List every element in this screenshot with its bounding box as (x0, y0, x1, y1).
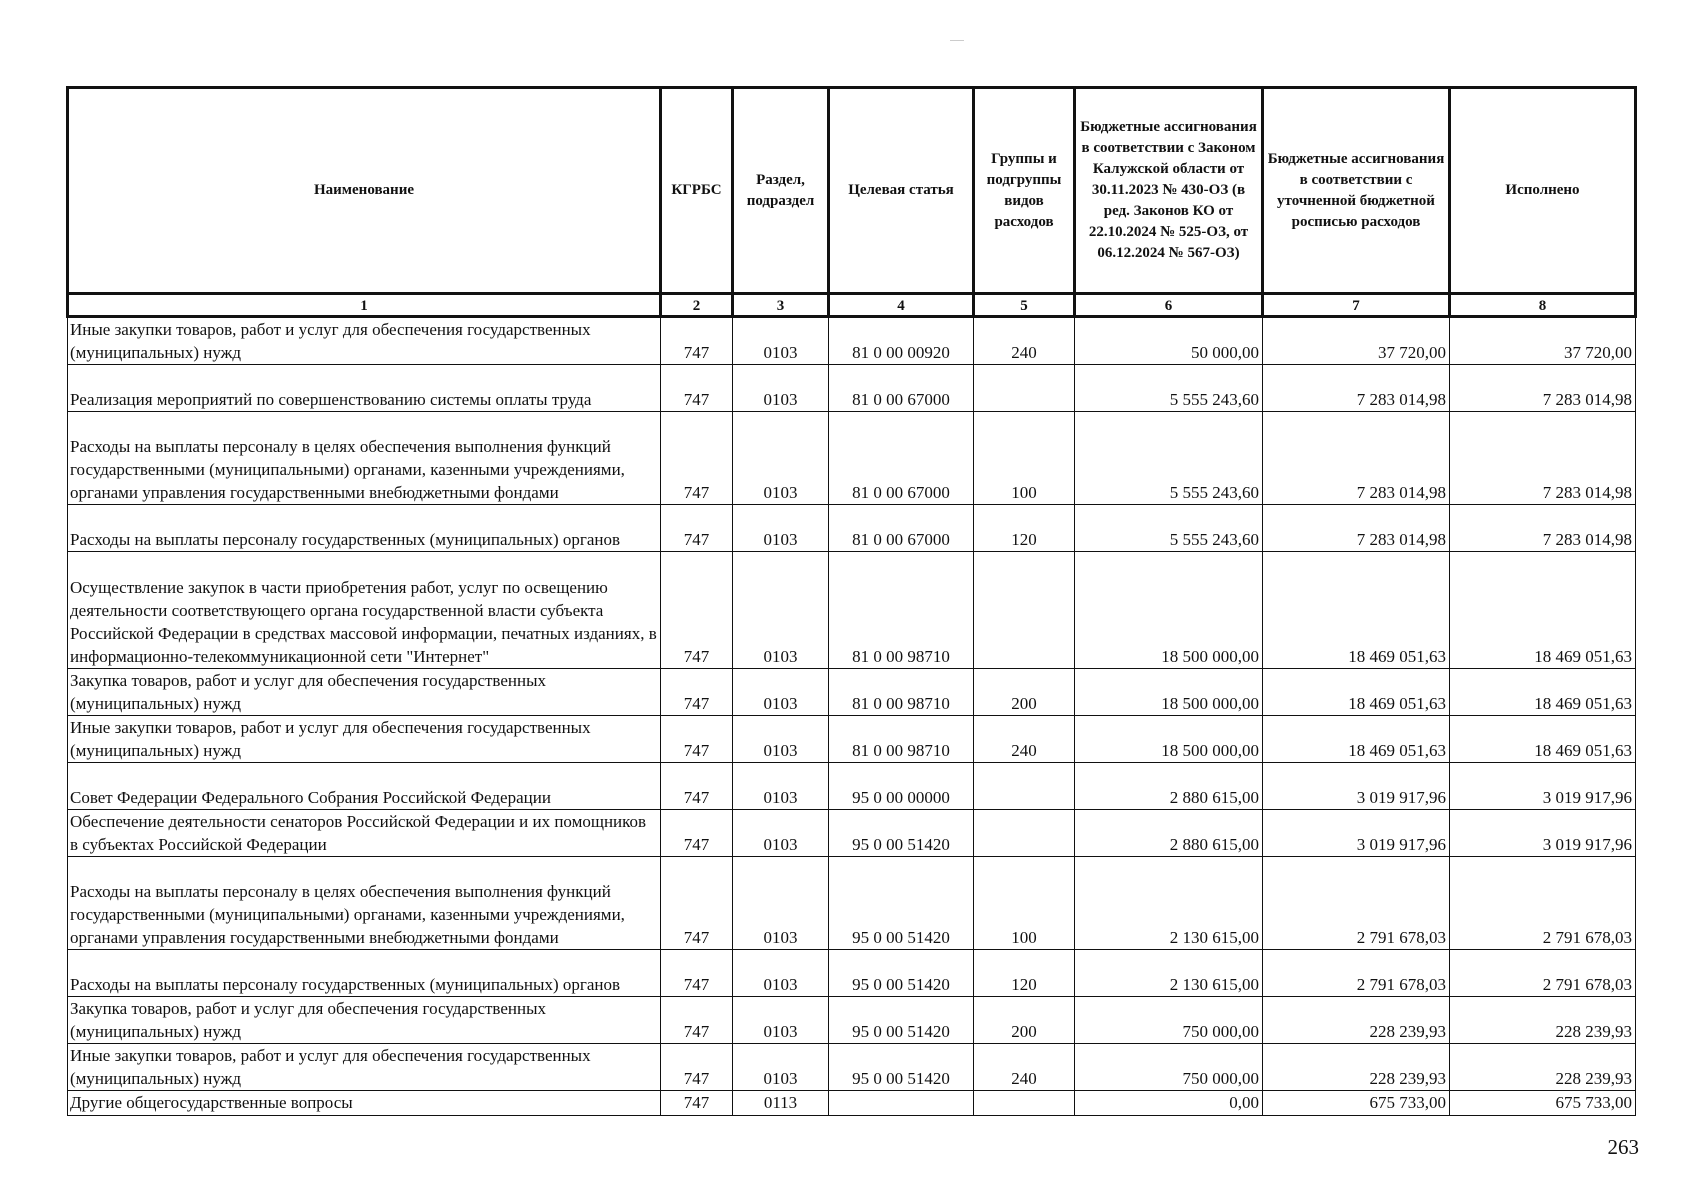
row-kgrbs: 747 (661, 716, 733, 763)
row-approved: 18 500 000,00 (1075, 552, 1263, 669)
row-section: 0103 (733, 505, 829, 552)
row-group (974, 810, 1075, 857)
row-name: Иные закупки товаров, работ и услуг для обеспечения государственных (муниципальных) нужд (68, 1044, 661, 1091)
row-target: 95 0 00 51420 (829, 810, 974, 857)
row-refined: 2 791 678,03 (1263, 950, 1450, 997)
table-row (68, 552, 1636, 669)
row-approved: 18 500 000,00 (1075, 669, 1263, 716)
row-approved: 5 555 243,60 (1075, 365, 1263, 412)
header-groups: Группы и подгруппы видов расходов (974, 88, 1075, 294)
row-kgrbs: 747 (661, 505, 733, 552)
row-executed: 7 283 014,98 (1450, 505, 1636, 552)
row-approved: 750 000,00 (1075, 1044, 1263, 1091)
page-number: 263 (1607, 1135, 1639, 1159)
header-name: Наименование (68, 88, 661, 294)
column-number: 6 (1075, 294, 1263, 317)
row-group: 240 (974, 1044, 1075, 1091)
row-group (974, 365, 1075, 412)
budget-table (66, 86, 1637, 1116)
header-approved: Бюджетные ассигнования в соответствии с Законом Калужской области от 30.11.2023 № 430-ОЗ (в ред. Законов КО от 22.10.2024 № 525-ОЗ, от 06.12.2024 № 567-ОЗ) (1075, 88, 1263, 294)
row-target: 81 0 00 67000 (829, 412, 974, 505)
row-executed: 2 791 678,03 (1450, 857, 1636, 950)
row-group (974, 552, 1075, 669)
row-approved: 5 555 243,60 (1075, 505, 1263, 552)
row-kgrbs: 747 (661, 365, 733, 412)
row-name: Реализация мероприятий по совершенствованию системы оплаты труда (68, 365, 661, 412)
row-group (974, 1091, 1075, 1116)
row-approved: 2 130 615,00 (1075, 950, 1263, 997)
row-name: Осуществление закупок в части приобретения работ, услуг по освещению деятельности соответствующего органа государственной власти субъекта Российской Федерации в средствах массовой информации, печатных изданиях, в информационно-телекоммуникационной сети "Интернет" (68, 552, 661, 669)
row-kgrbs: 747 (661, 763, 733, 810)
row-group: 100 (974, 857, 1075, 950)
row-name: Иные закупки товаров, работ и услуг для обеспечения государственных (муниципальных) нужд (68, 317, 661, 365)
row-kgrbs: 747 (661, 857, 733, 950)
header-kgrbs: КГРБС (661, 88, 733, 294)
row-refined: 2 791 678,03 (1263, 857, 1450, 950)
row-executed: 228 239,93 (1450, 1044, 1636, 1091)
row-executed: 3 019 917,96 (1450, 810, 1636, 857)
row-executed: 7 283 014,98 (1450, 365, 1636, 412)
row-target: 81 0 00 98710 (829, 552, 974, 669)
row-section: 0103 (733, 552, 829, 669)
table-row (68, 716, 1636, 763)
table-row (68, 669, 1636, 716)
row-approved: 750 000,00 (1075, 997, 1263, 1044)
column-number: 1 (68, 294, 661, 317)
row-section: 0103 (733, 810, 829, 857)
row-name: Расходы на выплаты персоналу в целях обеспечения выполнения функций государственными (муниципальными) органами, казенными учреждениями, органами управления государственными внебюджетными фондами (68, 857, 661, 950)
row-name: Другие общегосударственные вопросы (68, 1091, 661, 1116)
row-executed: 3 019 917,96 (1450, 763, 1636, 810)
row-name: Расходы на выплаты персоналу в целях обеспечения выполнения функций государственными (муниципальными) органами, казенными учреждениями, органами управления государственными внебюджетными фондами (68, 412, 661, 505)
row-target: 95 0 00 51420 (829, 1044, 974, 1091)
row-refined: 228 239,93 (1263, 1044, 1450, 1091)
row-target: 95 0 00 51420 (829, 857, 974, 950)
row-target: 95 0 00 51420 (829, 950, 974, 997)
column-number: 2 (661, 294, 733, 317)
row-target: 81 0 00 00920 (829, 317, 974, 365)
table-row (68, 412, 1636, 505)
row-refined: 7 283 014,98 (1263, 505, 1450, 552)
row-kgrbs: 747 (661, 669, 733, 716)
row-section: 0103 (733, 763, 829, 810)
row-group: 240 (974, 317, 1075, 365)
column-number: 7 (1263, 294, 1450, 317)
row-executed: 37 720,00 (1450, 317, 1636, 365)
row-refined: 18 469 051,63 (1263, 716, 1450, 763)
table-row (68, 317, 1636, 365)
row-target: 81 0 00 98710 (829, 669, 974, 716)
row-refined: 18 469 051,63 (1263, 552, 1450, 669)
row-kgrbs: 747 (661, 997, 733, 1044)
row-target: 95 0 00 51420 (829, 997, 974, 1044)
row-kgrbs: 747 (661, 412, 733, 505)
row-section: 0103 (733, 365, 829, 412)
row-group: 200 (974, 997, 1075, 1044)
row-approved: 5 555 243,60 (1075, 412, 1263, 505)
column-number: 4 (829, 294, 974, 317)
row-section: 0103 (733, 1044, 829, 1091)
row-executed: 228 239,93 (1450, 997, 1636, 1044)
row-group (974, 763, 1075, 810)
row-approved: 0,00 (1075, 1091, 1263, 1116)
row-refined: 37 720,00 (1263, 317, 1450, 365)
table-row (68, 365, 1636, 412)
row-group: 120 (974, 505, 1075, 552)
row-target: 95 0 00 00000 (829, 763, 974, 810)
row-executed: 18 469 051,63 (1450, 669, 1636, 716)
column-number: 3 (733, 294, 829, 317)
row-executed: 2 791 678,03 (1450, 950, 1636, 997)
row-section: 0103 (733, 997, 829, 1044)
row-name: Закупка товаров, работ и услуг для обеспечения государственных (муниципальных) нужд (68, 669, 661, 716)
row-kgrbs: 747 (661, 810, 733, 857)
table-row (68, 1044, 1636, 1091)
row-kgrbs: 747 (661, 317, 733, 365)
row-section: 0103 (733, 716, 829, 763)
row-name: Расходы на выплаты персоналу государственных (муниципальных) органов (68, 950, 661, 997)
row-group: 120 (974, 950, 1075, 997)
table-row (68, 505, 1636, 552)
table-row (68, 950, 1636, 997)
row-kgrbs: 747 (661, 552, 733, 669)
row-approved: 2 880 615,00 (1075, 763, 1263, 810)
row-kgrbs: 747 (661, 1044, 733, 1091)
row-target (829, 1091, 974, 1116)
row-approved: 50 000,00 (1075, 317, 1263, 365)
row-name: Обеспечение деятельности сенаторов Российской Федерации и их помощников в субъектах Российской Федерации (68, 810, 661, 857)
row-name: Иные закупки товаров, работ и услуг для обеспечения государственных (муниципальных) нужд (68, 716, 661, 763)
column-number: 8 (1450, 294, 1636, 317)
row-approved: 2 880 615,00 (1075, 810, 1263, 857)
header-section: Раздел, подраздел (733, 88, 829, 294)
row-kgrbs: 747 (661, 950, 733, 997)
header-executed: Исполнено (1450, 88, 1636, 294)
row-executed: 18 469 051,63 (1450, 716, 1636, 763)
row-target: 81 0 00 67000 (829, 505, 974, 552)
row-group: 240 (974, 716, 1075, 763)
column-number: 5 (974, 294, 1075, 317)
row-executed: 675 733,00 (1450, 1091, 1636, 1116)
row-refined: 3 019 917,96 (1263, 763, 1450, 810)
row-section: 0103 (733, 412, 829, 505)
header-target: Целевая статья (829, 88, 974, 294)
row-name: Закупка товаров, работ и услуг для обеспечения государственных (муниципальных) нужд (68, 997, 661, 1044)
scan-mark (950, 40, 964, 41)
row-refined: 18 469 051,63 (1263, 669, 1450, 716)
table-row (68, 997, 1636, 1044)
row-section: 0103 (733, 857, 829, 950)
row-section: 0103 (733, 950, 829, 997)
table-row (68, 810, 1636, 857)
row-group: 200 (974, 669, 1075, 716)
table-row (68, 1091, 1636, 1116)
row-section: 0103 (733, 317, 829, 365)
row-executed: 18 469 051,63 (1450, 552, 1636, 669)
row-name: Совет Федерации Федерального Собрания Российской Федерации (68, 763, 661, 810)
row-name: Расходы на выплаты персоналу государственных (муниципальных) органов (68, 505, 661, 552)
row-refined: 3 019 917,96 (1263, 810, 1450, 857)
row-refined: 7 283 014,98 (1263, 412, 1450, 505)
row-group: 100 (974, 412, 1075, 505)
row-target: 81 0 00 98710 (829, 716, 974, 763)
row-refined: 228 239,93 (1263, 997, 1450, 1044)
row-section: 0113 (733, 1091, 829, 1116)
row-target: 81 0 00 67000 (829, 365, 974, 412)
row-refined: 7 283 014,98 (1263, 365, 1450, 412)
row-section: 0103 (733, 669, 829, 716)
row-approved: 2 130 615,00 (1075, 857, 1263, 950)
row-approved: 18 500 000,00 (1075, 716, 1263, 763)
row-kgrbs: 747 (661, 1091, 733, 1116)
table-row (68, 763, 1636, 810)
row-executed: 7 283 014,98 (1450, 412, 1636, 505)
header-refined: Бюджетные ассигнования в соответствии с уточненной бюджетной росписью расходов (1263, 88, 1450, 294)
row-refined: 675 733,00 (1263, 1091, 1450, 1116)
table-row (68, 857, 1636, 950)
